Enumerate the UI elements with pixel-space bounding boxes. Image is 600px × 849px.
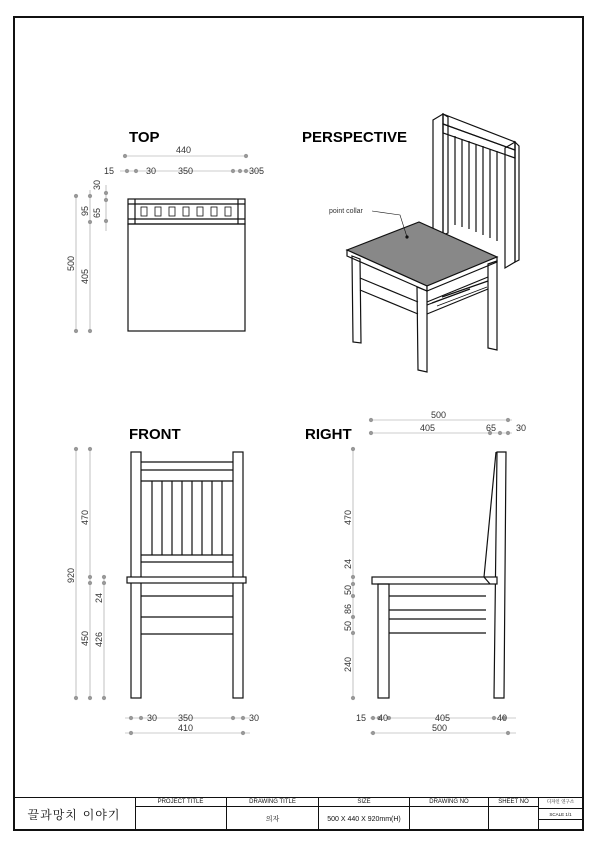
dim-text: 24 xyxy=(94,592,104,603)
drawing-no-value xyxy=(410,807,488,831)
dim-text: 410 xyxy=(178,723,194,733)
project-title-value xyxy=(135,807,226,831)
front-view xyxy=(127,452,246,698)
scale-label: SCALE 1/1 xyxy=(539,809,582,820)
dim-text: 50 xyxy=(343,620,353,631)
drawing-no-cell xyxy=(410,798,489,830)
dim-text: 920 xyxy=(66,567,76,583)
dim-text: 15 xyxy=(104,166,115,176)
sheet-no-cell xyxy=(489,798,539,830)
dim-text: 30 xyxy=(146,166,157,176)
dim-text: 30 xyxy=(147,713,158,723)
dim-text: 50 xyxy=(343,584,353,595)
dim-text: 15 xyxy=(356,713,367,723)
dim-text: 86 xyxy=(343,603,353,614)
dim-text: 350 xyxy=(178,713,194,723)
front-right-leg xyxy=(233,452,243,698)
view-title-top: TOP xyxy=(129,129,160,146)
right-view xyxy=(372,452,506,698)
dim-text: 30 xyxy=(516,423,527,433)
brand-name: 끌과망치 이야기 xyxy=(13,798,136,830)
drawing-title-label: DRAWING TITLE xyxy=(227,798,318,807)
perspective-view xyxy=(347,114,519,372)
sheet-no-value xyxy=(489,807,538,831)
dim-text: 470 xyxy=(343,509,353,525)
drawing-title-cell xyxy=(227,798,319,830)
view-title-right: RIGHT xyxy=(305,426,352,443)
top-view-backrest xyxy=(128,199,245,224)
studio-label: 디자인 연구소 xyxy=(539,798,582,809)
dim-text: 40 xyxy=(378,713,389,723)
top-view xyxy=(128,199,245,331)
studio-cell xyxy=(539,798,582,830)
size-cell xyxy=(319,798,410,830)
dim-text: 500 xyxy=(431,410,447,420)
dim-text: 500 xyxy=(66,255,76,271)
view-title-perspective: PERSPECTIVE xyxy=(302,129,408,146)
sheet-no-label: SHEET NO xyxy=(489,798,538,807)
right-back-leg xyxy=(494,452,506,698)
view-title-front: FRONT xyxy=(129,426,181,443)
project-title-label: PROJECT TITLE xyxy=(135,798,226,807)
title-block xyxy=(13,797,584,831)
dim-text: 470 xyxy=(80,509,90,525)
dim-text: 440 xyxy=(176,145,192,155)
front-seat xyxy=(127,577,246,583)
drawing-title-value: 의자 xyxy=(265,815,280,823)
dim-text: 405 xyxy=(435,713,451,723)
dim-text: 426 xyxy=(94,631,104,647)
right-seat xyxy=(372,577,497,584)
dim-text: 240 xyxy=(343,656,353,672)
dim-text: 405 xyxy=(420,423,436,433)
project-title-cell xyxy=(135,798,227,830)
drawing-no-label: DRAWING NO xyxy=(410,798,488,807)
right-front-leg xyxy=(378,584,389,698)
dim-text: 95 xyxy=(80,205,90,216)
callout-point-collar: point collar xyxy=(329,208,363,215)
dim-text: 30 xyxy=(92,179,102,190)
dim-text: 450 xyxy=(80,630,90,646)
top-view-seat xyxy=(128,224,245,331)
front-left-leg xyxy=(131,452,141,698)
dim-text: 500 xyxy=(432,723,448,733)
dim-text: 305 xyxy=(249,166,265,176)
dim-text: 24 xyxy=(343,558,353,569)
dim-text: 65 xyxy=(92,207,102,218)
dim-text: 405 xyxy=(80,268,90,284)
perspective-seat xyxy=(347,222,497,286)
dim-text: 40 xyxy=(497,713,508,723)
size-label: SIZE xyxy=(319,798,409,807)
dim-text: 350 xyxy=(178,166,194,176)
size-value: 500 X 440 X 920mm(H) xyxy=(327,815,401,823)
dim-text: 65 xyxy=(486,423,497,433)
dim-text: 30 xyxy=(249,713,260,723)
